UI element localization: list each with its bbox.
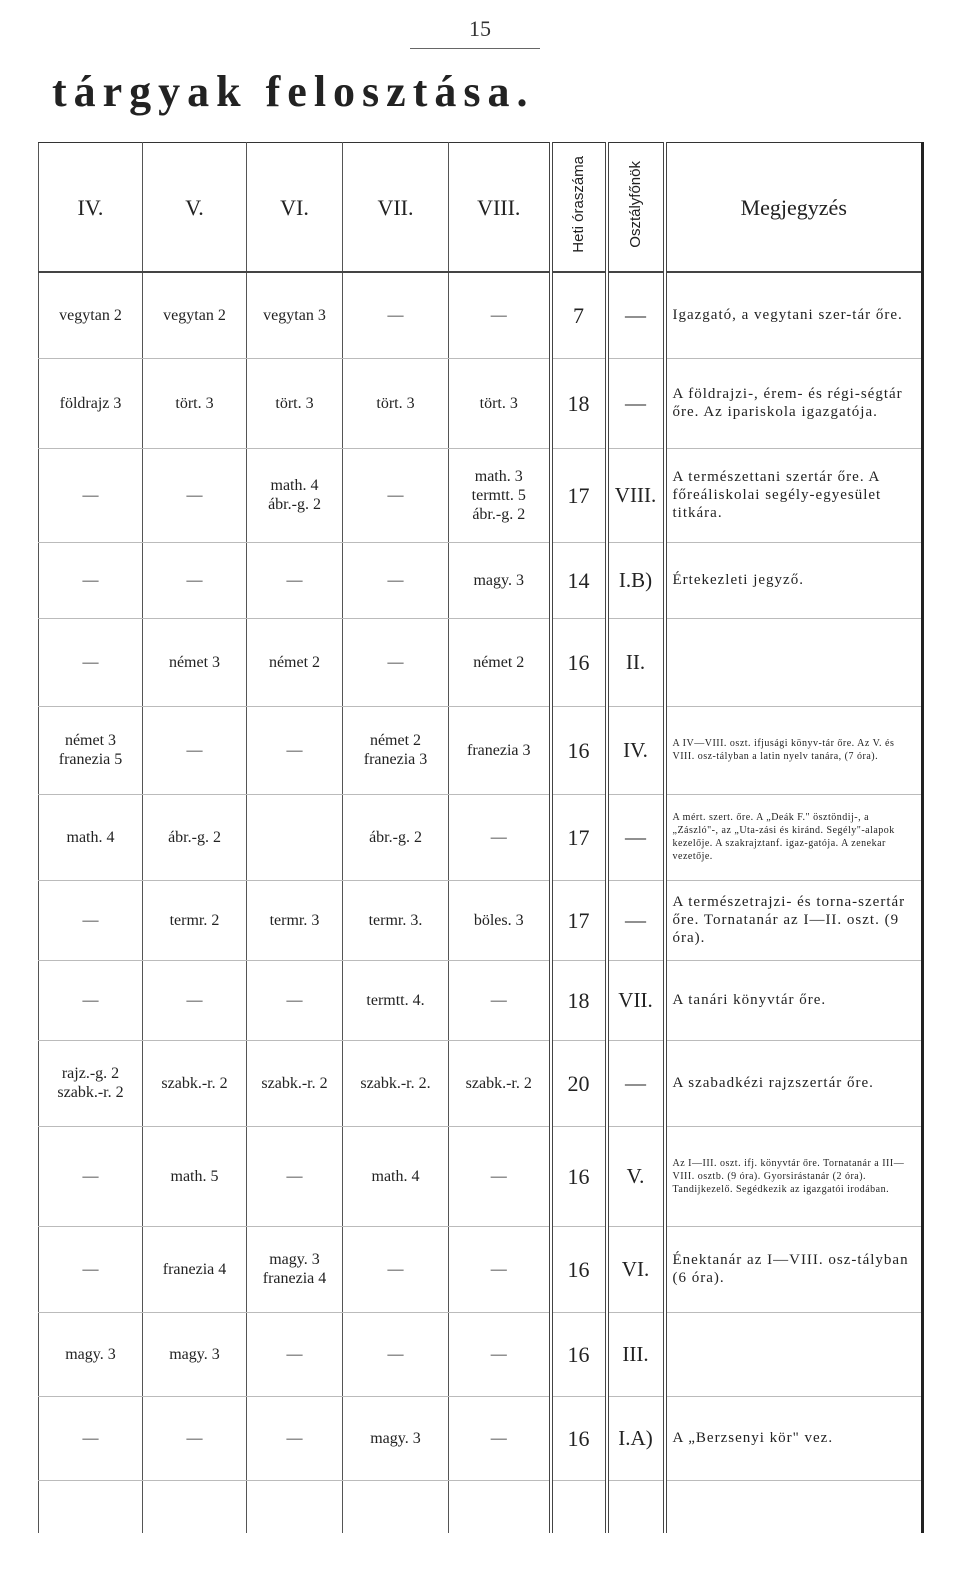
table-row	[39, 880, 923, 960]
cell-vii: —	[343, 448, 449, 542]
cell-vi: —	[247, 542, 343, 618]
cell-empty	[551, 1480, 607, 1533]
cell-weekly-hours: 14	[551, 542, 607, 618]
cell-class-teacher: —	[607, 358, 665, 448]
cell-iv: földrajz 3	[39, 358, 143, 448]
cell-remarks: A mért. szert. őre. A „Deák F." ösztöndij-, a „Zászló"-, az „Uta-zási és kiránd. Segély"-alapok kezelője. A szakrajztanf. igaz-gatója. A zenekar vezetője.	[665, 794, 923, 880]
cell-empty	[607, 1480, 665, 1533]
cell-weekly-hours: 16	[551, 1312, 607, 1396]
cell-empty	[143, 1480, 247, 1533]
cell-remarks: A természettani szertár őre. A főreáliskolai segély-egyesület titkára.	[665, 448, 923, 542]
page-number: 15	[469, 16, 491, 41]
cell-iv: —	[39, 618, 143, 706]
cell-class-teacher: —	[607, 1040, 665, 1126]
cell-empty	[247, 1480, 343, 1533]
cell-vii: magy. 3	[343, 1396, 449, 1480]
cell-iv: —	[39, 448, 143, 542]
cell-remarks: A szabadkézi rajzszertár őre.	[665, 1040, 923, 1126]
header-vi: VI.	[247, 143, 343, 273]
cell-iv: német 3 franezia 5	[39, 706, 143, 794]
cell-v: franezia 4	[143, 1226, 247, 1312]
table-row-empty	[39, 1480, 923, 1533]
cell-v: szabk.-r. 2	[143, 1040, 247, 1126]
cell-viii: magy. 3	[449, 542, 551, 618]
table-row	[39, 706, 923, 794]
table-row	[39, 448, 923, 542]
cell-empty	[665, 1480, 923, 1533]
header-weekly-hours	[551, 143, 607, 273]
cell-vi: math. 4 ábr.-g. 2	[247, 448, 343, 542]
cell-remarks: Az I—III. oszt. ifj. könyvtár őre. Tornatanár a III—VIII. osztb. (9 óra). Gyorsirástanár (2 óra). Tandijkezelő. Segédkezik az igazgatói irodában.	[665, 1126, 923, 1226]
table-row	[39, 1312, 923, 1396]
cell-empty	[449, 1480, 551, 1533]
cell-iv: —	[39, 1396, 143, 1480]
cell-weekly-hours: 20	[551, 1040, 607, 1126]
table-row	[39, 794, 923, 880]
cell-v: német 3	[143, 618, 247, 706]
cell-weekly-hours: 17	[551, 794, 607, 880]
cell-vii: —	[343, 618, 449, 706]
page-title: tárgyak felosztása.	[52, 67, 535, 116]
cell-class-teacher: III.	[607, 1312, 665, 1396]
cell-class-teacher: —	[607, 794, 665, 880]
cell-v: termr. 2	[143, 880, 247, 960]
cell-weekly-hours: 18	[551, 358, 607, 448]
cell-class-teacher: IV.	[607, 706, 665, 794]
table-row	[39, 1040, 923, 1126]
header-class-teacher-label: Osztályfőnök	[627, 161, 644, 248]
cell-v: —	[143, 1396, 247, 1480]
cell-remarks	[665, 1312, 923, 1396]
cell-weekly-hours: 16	[551, 1396, 607, 1480]
cell-class-teacher: II.	[607, 618, 665, 706]
cell-remarks: A IV—VIII. oszt. ifjusági könyv-tár őre. Az V. és VIII. osz-tályban a latin nyelv tanára, (7 óra).	[665, 706, 923, 794]
cell-vi: magy. 3 franezia 4	[247, 1226, 343, 1312]
header-class-teacher	[607, 143, 665, 273]
cell-v: math. 5	[143, 1126, 247, 1226]
cell-vii: termr. 3.	[343, 880, 449, 960]
cell-viii: tört. 3	[449, 358, 551, 448]
cell-iv: —	[39, 880, 143, 960]
table-row	[39, 618, 923, 706]
cell-v: magy. 3	[143, 1312, 247, 1396]
subject-distribution-table	[38, 142, 924, 1533]
cell-v: —	[143, 706, 247, 794]
cell-vi: szabk.-r. 2	[247, 1040, 343, 1126]
cell-viii: —	[449, 1396, 551, 1480]
cell-vii: tört. 3	[343, 358, 449, 448]
cell-iv: vegytan 2	[39, 272, 143, 358]
table-row	[39, 1396, 923, 1480]
table-row	[39, 1126, 923, 1226]
cell-v: vegytan 2	[143, 272, 247, 358]
cell-viii: —	[449, 272, 551, 358]
cell-empty	[39, 1480, 143, 1533]
cell-vii: —	[343, 1312, 449, 1396]
cell-remarks: Értekezleti jegyző.	[665, 542, 923, 618]
cell-viii: —	[449, 960, 551, 1040]
cell-class-teacher: V.	[607, 1126, 665, 1226]
header-weekly-hours-label: Heti óraszáma	[570, 156, 587, 253]
cell-vii: —	[343, 1226, 449, 1312]
cell-vii: német 2 franezia 3	[343, 706, 449, 794]
cell-iv: —	[39, 1126, 143, 1226]
cell-vi: tört. 3	[247, 358, 343, 448]
cell-vi: —	[247, 1312, 343, 1396]
cell-viii: —	[449, 1226, 551, 1312]
cell-viii: német 2	[449, 618, 551, 706]
cell-vi: vegytan 3	[247, 272, 343, 358]
cell-vii: math. 4	[343, 1126, 449, 1226]
cell-empty	[343, 1480, 449, 1533]
cell-viii: —	[449, 1126, 551, 1226]
cell-weekly-hours: 16	[551, 706, 607, 794]
cell-class-teacher: VII.	[607, 960, 665, 1040]
cell-class-teacher: VI.	[607, 1226, 665, 1312]
page-number-rule	[410, 48, 540, 49]
cell-vii: ábr.-g. 2	[343, 794, 449, 880]
cell-viii: —	[449, 1312, 551, 1396]
cell-remarks: Igazgató, a vegytani szer-tár őre.	[665, 272, 923, 358]
cell-weekly-hours: 17	[551, 880, 607, 960]
cell-remarks: A földrajzi-, érem- és régi-ségtár őre. Az ipariskola igazgatója.	[665, 358, 923, 448]
cell-vi: —	[247, 1126, 343, 1226]
cell-viii: franezia 3	[449, 706, 551, 794]
cell-vii: termtt. 4.	[343, 960, 449, 1040]
cell-weekly-hours: 16	[551, 1126, 607, 1226]
cell-vi: —	[247, 1396, 343, 1480]
cell-weekly-hours: 18	[551, 960, 607, 1040]
cell-weekly-hours: 16	[551, 618, 607, 706]
cell-remarks: A tanári könyvtár őre.	[665, 960, 923, 1040]
cell-class-teacher: I.B)	[607, 542, 665, 618]
cell-remarks: A természetrajzi- és torna-szertár őre. Tornatanár az I—II. oszt. (9 óra).	[665, 880, 923, 960]
cell-v: —	[143, 542, 247, 618]
header-remarks-label: Megjegyzés	[740, 194, 847, 220]
cell-vii: szabk.-r. 2.	[343, 1040, 449, 1126]
cell-weekly-hours: 16	[551, 1226, 607, 1312]
table-row	[39, 358, 923, 448]
cell-iv: magy. 3	[39, 1312, 143, 1396]
header-iv: IV.	[39, 143, 143, 273]
header-viii: VIII.	[449, 143, 551, 273]
cell-vi: termr. 3	[247, 880, 343, 960]
cell-v: ábr.-g. 2	[143, 794, 247, 880]
header-row	[39, 143, 923, 273]
cell-v: tört. 3	[143, 358, 247, 448]
cell-vi: —	[247, 706, 343, 794]
cell-viii: —	[449, 794, 551, 880]
cell-viii: böles. 3	[449, 880, 551, 960]
cell-vii: —	[343, 272, 449, 358]
cell-remarks: Énektanár az I—VIII. osz-tályban (6 óra).	[665, 1226, 923, 1312]
cell-weekly-hours: 17	[551, 448, 607, 542]
cell-iv: —	[39, 960, 143, 1040]
cell-remarks: A „Berzsenyi kör" vez.	[665, 1396, 923, 1480]
cell-iv: rajz.-g. 2 szabk.-r. 2	[39, 1040, 143, 1126]
cell-class-teacher: VIII.	[607, 448, 665, 542]
cell-iv: —	[39, 542, 143, 618]
header-vii: VII.	[343, 143, 449, 273]
cell-iv: math. 4	[39, 794, 143, 880]
cell-vi: német 2	[247, 618, 343, 706]
header-remarks	[665, 143, 923, 273]
table-row	[39, 960, 923, 1040]
cell-class-teacher: —	[607, 880, 665, 960]
cell-weekly-hours: 7	[551, 272, 607, 358]
cell-vii: —	[343, 542, 449, 618]
table-row	[39, 272, 923, 358]
cell-class-teacher: —	[607, 272, 665, 358]
cell-iv: —	[39, 1226, 143, 1312]
table-row	[39, 1226, 923, 1312]
table-row	[39, 542, 923, 618]
cell-v: —	[143, 960, 247, 1040]
header-v: V.	[143, 143, 247, 273]
cell-v: —	[143, 448, 247, 542]
cell-class-teacher: I.A)	[607, 1396, 665, 1480]
cell-vi: —	[247, 960, 343, 1040]
cell-viii: szabk.-r. 2	[449, 1040, 551, 1126]
cell-remarks	[665, 618, 923, 706]
cell-vi	[247, 794, 343, 880]
cell-viii: math. 3 termtt. 5 ábr.-g. 2	[449, 448, 551, 542]
